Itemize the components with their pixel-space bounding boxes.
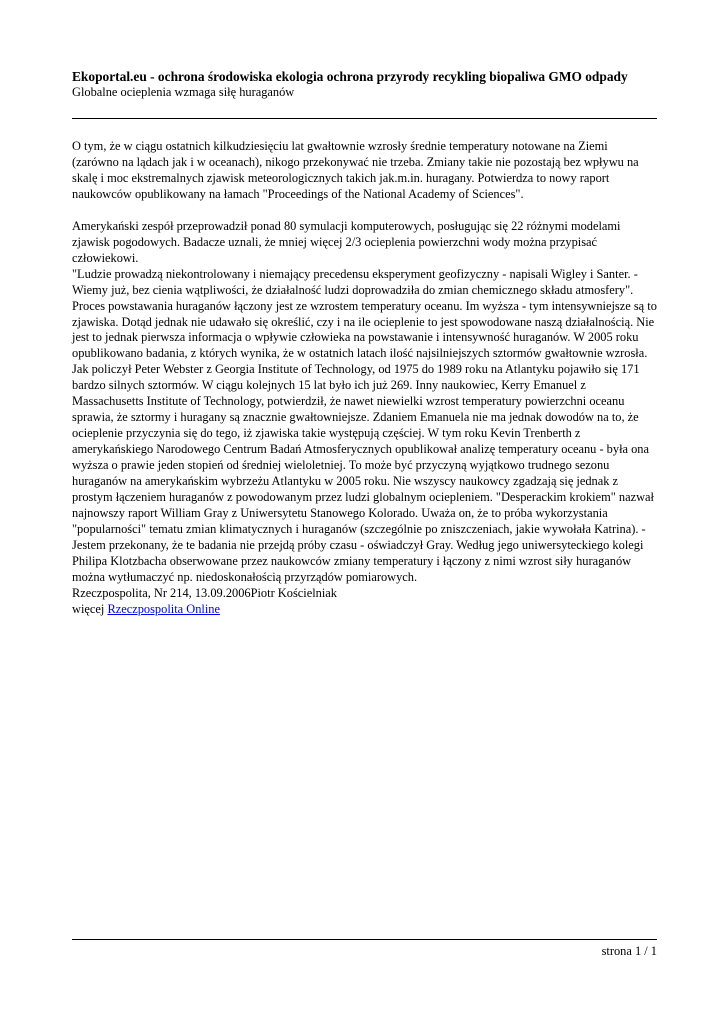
more-prefix: więcej <box>72 601 105 616</box>
article-paragraph-hurricanes: Proces powstawania huraganów łączony jest ze wzrostem temperatury oceanu. Im wyższa - tym intensywniejsze są to zjawiska. Dotąd jednak nie udawało się określić, czy i na ile ocieplenie to jest spowodowane naszą działalnością. Nie jest to jednak pierwsza informacja o wpływie człowieka na powstawanie i intensywność huraganów. W 2005 roku opublikowano badania, z których wynika, że w ostatnich latach ilość najsilniejszych sztormów gwałtownie wzrosła. Jak policzył Peter Webster z Georgia Institute of Technology, od 1975 do 1989 roku na Atlantyku pojawiło się 171 bardzo silnych sztormów. W ciągu kolejnych 15 lat było ich już 269. Inny naukowiec, Kerry Emanuel z Massachusetts Institute of Technology, potwierdził, że nawet niewielki wzrost temperatury powierzchni oceanu sprawia, że sztormy i huragany są znacznie gwałtowniejsze. Zdaniem Emanuela nie ma jednak dowodów na to, że ocieplenie przyczynia się do tego, iż zjawiska takie występują częściej. W tym roku Kevin Trenberth z amerykańskiego Narodowego Centrum Badań Atmosferycznych opublikował analizę temperatury oceanu - była ona wyższa o prawie jeden stopień od średniej wieloletniej. To może być przyczyną wyjątkowo trudnego sezonu huraganów na amerykańskim wybrzeżu Atlantyku w 2005 roku. Nie wszyscy naukowcy zgadzają się jednak z prostym łączeniem huraganów z powodowanym przez ludzi globalnym ociepleniem. "Desperackim krokiem" nazwał najnowszy raport William Gray z Uniwersytetu Stanowego Kolorado. Uważa on, że to próba wykorzystania "popularności" tematu zmian klimatycznych i huraganów (szczególnie po zniszczeniach, jakie wywołała Katrina). - Jestem przekonany, że te badania nie przejdą próby czasu - oświadczył Gray. Według jego uniwersyteckiego kolegi Philipa Klotzbacha obserwowane przez naukowców zmiany temperatury i łączony z nimi wzrost siły huraganów można wytłumaczyć np. niedoskonałością przyrządów pomiarowych. <box>72 298 657 584</box>
page-number: strona 1 / 1 <box>601 944 657 958</box>
article-paragraph-intro: O tym, że w ciągu ostatnich kilkudziesięciu lat gwałtownie wzrosły średnie temperatury notowane na Ziemi (zarówno na lądach jak i w oceanach), nikogo przekonywać nie trzeba. Zmiany takie nie pozostają bez wpływu na skalę i moc ekstremalnych zjawisk meteorologicznych takich jak.m.in. huragany. Potwierdza to nowy raport naukowców opublikowany na łamach "Proceedings of the National Academy of Sciences". <box>72 139 639 201</box>
article-paragraph-simulations: Amerykański zespół przeprowadził ponad 80 symulacji komputerowych, posługując się 22 różnymi modelami zjawisk pogodowych. Badacze uznali, że mniej więcej 2/3 ocieplenia powierzchni wody można przypisać człowiekowi. <box>72 218 621 265</box>
header-divider <box>72 118 657 119</box>
source-link[interactable]: Rzeczpospolita Online <box>107 601 220 616</box>
footer-divider <box>72 939 657 940</box>
article-paragraph-main <box>72 219 657 618</box>
site-title: Ekoportal.eu - ochrona środowiska ekologia ochrona przyrody recykling biopaliwa GMO odpady <box>72 69 628 84</box>
article-quote: "Ludzie prowadzą niekontrolowany i niemający precedensu eksperyment geofizyczny - napisali Wigley i Santer. - Wiemy już, bez cienia wątpliwości, że działalność ludzi doprowadziła do zmian chemicznego składu atmosfery". <box>72 266 638 297</box>
document-page <box>72 0 657 1024</box>
article-source: Rzeczpospolita, Nr 214, 13.09.2006Piotr Kościelniak <box>72 585 337 600</box>
article-body <box>72 139 657 618</box>
more-line <box>72 602 657 618</box>
article-title: Globalne ocieplenia wzmaga siłę huraganów <box>72 85 295 99</box>
